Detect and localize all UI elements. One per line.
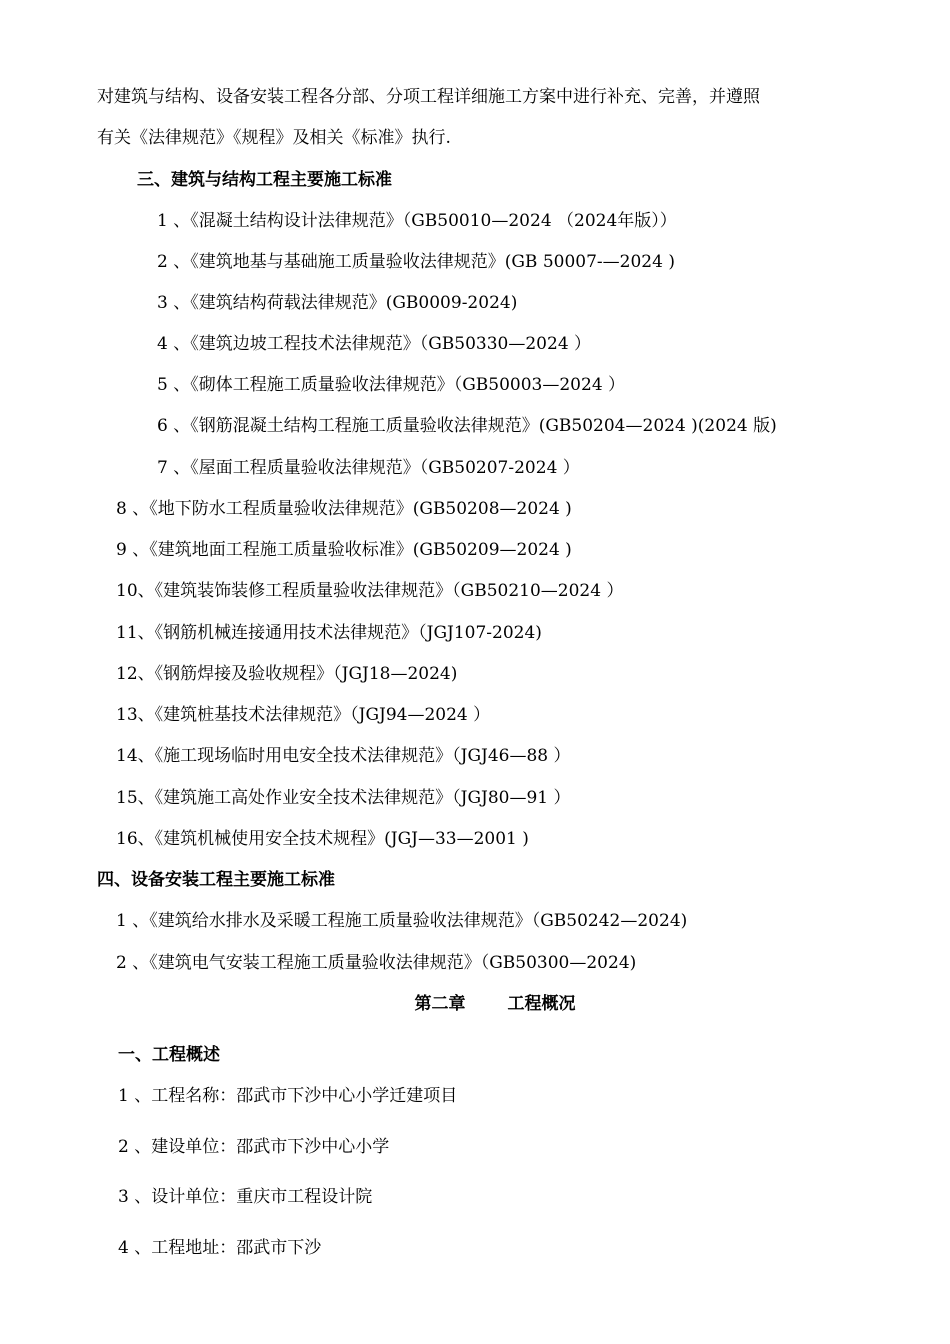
standard-item: 8 、《地下防水工程质量验收法律规范》(GB50208—2024 ) bbox=[116, 499, 572, 519]
standard-item: 2 、《建筑地基与基础施工质量验收法律规范》(GB 50007-—2024 ) bbox=[157, 252, 675, 272]
chapter-number: 第二章 bbox=[414, 994, 466, 1014]
standard-item: 1 、《混凝土结构设计法律规范》（GB50010—2024 （2024年版）） bbox=[157, 211, 677, 231]
standard-item: 6 、《钢筋混凝土结构工程施工质量验收法律规范》(GB50204—2024 )(2024 版) bbox=[157, 416, 777, 436]
standard-item: 1 、《建筑给水排水及采暖工程施工质量验收法律规范》（GB50242—2024) bbox=[116, 911, 688, 931]
standard-item: 4 、《建筑边坡工程技术法律规范》（GB50330—2024 ） bbox=[157, 334, 592, 354]
standard-item: 15、《建筑施工高处作业安全技术法律规范》（JGJ80—91 ） bbox=[116, 788, 571, 808]
chapter-title: 工程概况 bbox=[507, 994, 576, 1014]
standard-item: 9 、《建筑地面工程施工质量验收标准》(GB50209—2024 ) bbox=[116, 540, 572, 560]
standard-item: 16、《建筑机械使用安全技术规程》(JGJ—33—2001 ) bbox=[116, 829, 529, 849]
intro-line-2: 有关《法律规范》《规程》及相关《标准》执行. bbox=[97, 128, 451, 148]
chapter-heading bbox=[0, 994, 950, 1014]
standard-item: 11、《钢筋机械连接通用技术法律规范》（JGJ107-2024) bbox=[116, 623, 542, 643]
section-3-heading: 三、建筑与结构工程主要施工标准 bbox=[137, 170, 392, 190]
standard-item: 12、《钢筋焊接及验收规程》（JGJ18—2024) bbox=[116, 664, 458, 684]
standard-item: 2 、《建筑电气安装工程施工质量验收法律规范》（GB50300—2024) bbox=[116, 953, 637, 973]
standard-item: 14、《施工现场临时用电安全技术法律规范》（JGJ46—88 ） bbox=[116, 746, 571, 766]
intro-line-1: 对建筑与结构、设备安装工程各分部、分项工程详细施工方案中进行补充、完善，并遵照 bbox=[97, 87, 760, 107]
overview-item: 1 、工程名称：邵武市下沙中心小学迁建项目 bbox=[118, 1086, 458, 1106]
section-4-heading: 四、设备安装工程主要施工标准 bbox=[97, 870, 335, 890]
overview-heading: 一、工程概述 bbox=[118, 1045, 220, 1065]
standard-item: 13、《建筑桩基技术法律规范》（JGJ94—2024 ） bbox=[116, 705, 491, 725]
standard-item: 3 、《建筑结构荷载法律规范》(GB0009-2024) bbox=[157, 293, 518, 313]
standard-item: 7 、《屋面工程质量验收法律规范》（GB50207-2024 ） bbox=[157, 458, 580, 478]
standard-item: 10、《建筑装饰装修工程质量验收法律规范》（GB50210—2024 ） bbox=[116, 581, 624, 601]
overview-item: 2 、建设单位：邵武市下沙中心小学 bbox=[118, 1137, 390, 1157]
overview-item: 4 、工程地址：邵武市下沙 bbox=[118, 1238, 322, 1258]
overview-item: 3 、设计单位：重庆市工程设计院 bbox=[118, 1187, 373, 1207]
standard-item: 5 、《砌体工程施工质量验收法律规范》（GB50003—2024 ） bbox=[157, 375, 626, 395]
